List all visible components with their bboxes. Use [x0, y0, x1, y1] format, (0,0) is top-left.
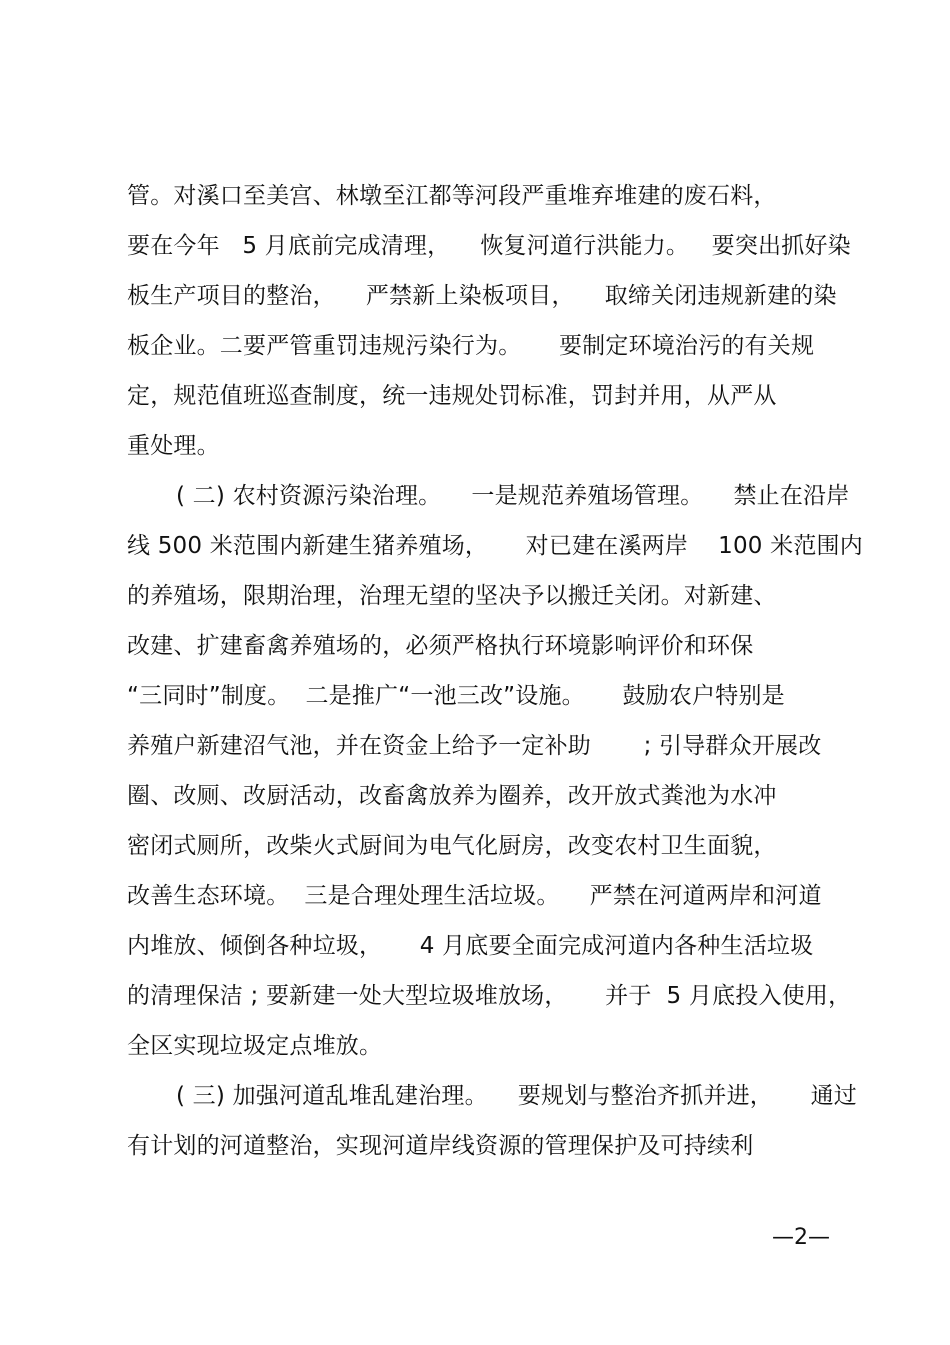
body-text-line: 要在今年 5 月底前完成清理， 恢复河道行洪能力。 要突出抓好染 — [127, 233, 851, 259]
body-text-line: 板生产项目的整治， 严禁新上染板项目， 取缔关闭违规新建的染 — [127, 283, 837, 309]
body-text-line: 定，规范值班巡查制度，统一违规处罚标准，罚封并用，从严从 — [127, 383, 777, 409]
page-number: —2— — [772, 1225, 830, 1250]
body-text-line: 重处理。 — [127, 433, 220, 459]
body-text-line: 养殖户新建沼气池，并在资金上给予一定补助 ; 引导群众开展改 — [127, 733, 822, 759]
section-heading-line: ( 二) 农村资源污染治理。 一是规范养殖场管理。 禁止在沿岸 — [176, 483, 850, 509]
body-text-line: 的清理保洁 ; 要新建一处大型垃圾堆放场， 并于 5 月底投入使用， — [127, 983, 852, 1009]
body-text-line: 管。对溪口至美宫、林墩至江都等河段严重堆弃堆建的废石料， — [127, 183, 777, 209]
body-text-line: 密闭式厕所，改柴火式厨间为电气化厨房，改变农村卫生面貌， — [127, 833, 777, 859]
body-text-line: 的养殖场，限期治理，治理无望的坚决予以搬迁关闭。对新建、 — [127, 583, 777, 609]
body-text-line: 改善生态环境。 三是合理处理生活垃圾。 严禁在河道两岸和河道 — [127, 883, 822, 909]
body-text-line: 圈、改厕、改厨活动，改畜禽放养为圈养，改开放式粪池为水冲 — [127, 783, 777, 809]
body-text-line: “三同时”制度。 二是推广“一池三改”设施。 鼓励农户特别是 — [127, 683, 785, 709]
body-text-line: 线 500 米范围内新建生猪养殖场， 对已建在溪两岸 100 米范围内 — [127, 533, 863, 559]
body-text-line: 内堆放、倾倒各种垃圾， 4 月底要全面完成河道内各种生活垃圾 — [127, 933, 814, 959]
body-text-line: 改建、扩建畜禽养殖场的，必须严格执行环境影响评价和环保 — [127, 633, 754, 659]
body-text-line: 全区实现垃圾定点堆放。 — [127, 1033, 383, 1059]
body-text-line: 板企业。二要严管重罚违规污染行为。 要制定环境治污的有关规 — [127, 333, 815, 359]
section-heading-line: ( 三) 加强河道乱堆乱建治理。 要规划与整治齐抓并进， 通过 — [176, 1083, 857, 1109]
body-text-line: 有计划的河道整治，实现河道岸线资源的管理保护及可持续利 — [127, 1133, 754, 1159]
